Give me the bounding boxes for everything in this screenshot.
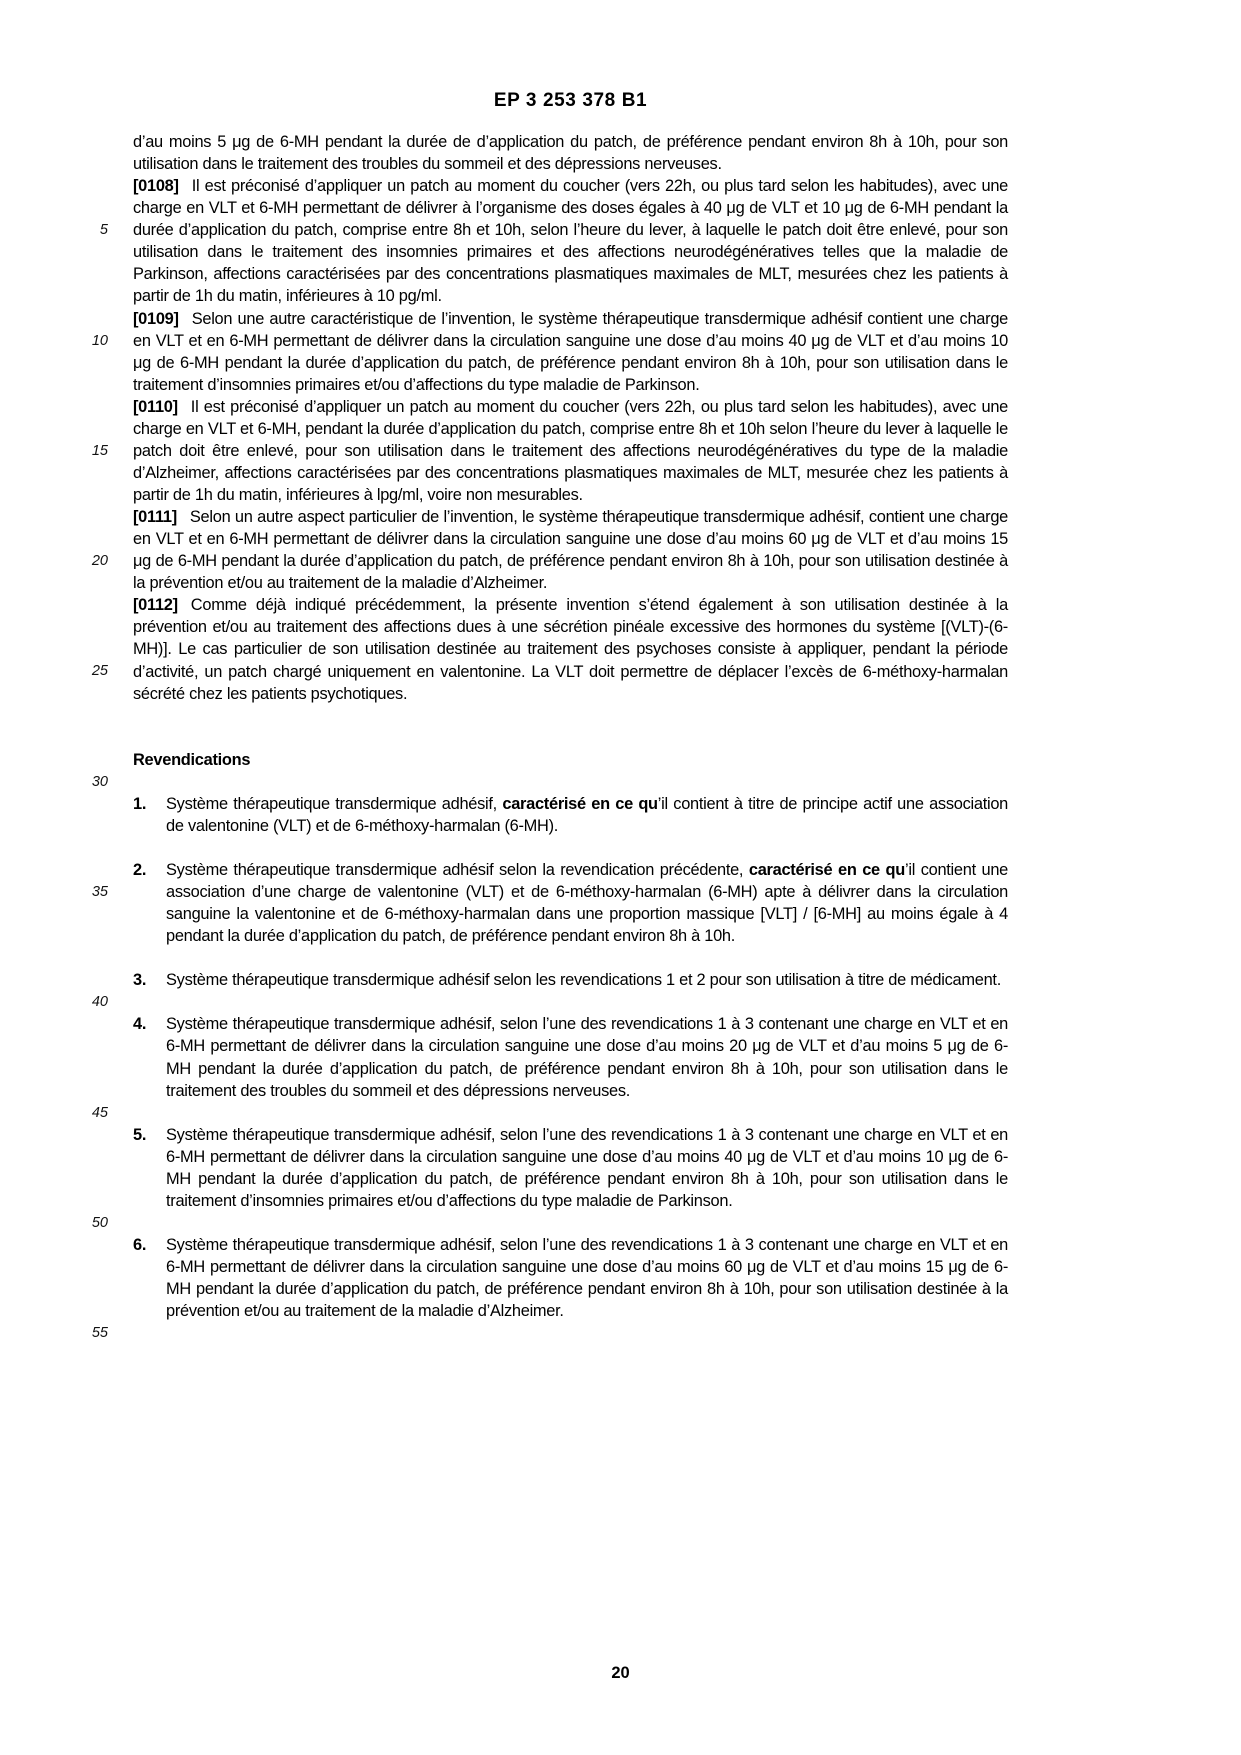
claim-number: 5. [133,1125,147,1144]
paragraph-text: Comme déjà indiqué précédemment, la présente invention s’étend également à son utilisation destinée à la prévention et/ou au traitement des affections dues à une sécrétion pinéale excessive des hormones du système [(VLT)-(6-MH)]. Le cas particulier de son utilisation destinée au traitement des psychoses consiste à appliquer, pendant la période d’activité, un patch chargé uniquement en valentonine. La VLT doit permettre de déplacer l’excès de 6-méthoxy-harmalan sécrété chez les patients psychotiques. [133,596,1008,703]
publication-number-header: EP 3 253 378 B1 [493,90,648,111]
claim-text: Système thérapeutique transdermique adhésif selon la revendication précédente, caractérisé en ce qu’il contient une association d’une charge de valentonine (VLT) et de 6-méthoxy-harmalan (6-MH) apte à délivrer dans la circulation sanguine la valentonine et de 6-méthoxy-harmalan dans une proportion massique [VLT] / [6-MH] au moins égale à 4 pendant la durée d’application du patch, de préférence pendant environ 8h à 10h. [166,861,1008,946]
paragraph-number: [0110] [133,397,178,416]
description-paragraph [133,506,1008,594]
paragraph-number: [0111] [133,508,177,527]
claims-list [133,793,1008,1322]
page-footer [0,1664,1241,1683]
margin-line-number: 25 [91,663,108,680]
document-body [133,131,1008,1344]
margin-line-number: 55 [91,1325,108,1342]
claim-text: Système thérapeutique transdermique adhésif, selon l’une des revendications 1 à 3 contenant une charge en VLT et en 6-MH permettant de délivrer dans la circulation sanguine une dose d’au moins 40 μg de VLT et d’au moins 10 μg de 6-MH pendant la durée d’application du patch, de préférence pendant environ 8h à 10h, pour son utilisation dans le traitement d’insomnies primaires et/ou d’affections du type maladie de Parkinson. [166,1125,1008,1210]
claim-number: 2. [133,861,147,879]
claim-text: Système thérapeutique transdermique adhésif, caractérisé en ce qu’il contient à titre de principe actif une association de valentonine (VLT) et de 6-méthoxy-harmalan (6-MH). [166,794,1009,835]
claim-number: 3. [133,971,147,990]
claim-item [133,969,1008,991]
claim-item [133,1124,1008,1212]
paragraph-text: d’au moins 5 μg de 6-MH pendant la durée de d’application du patch, de préférence pendant environ 8h à 10h, pour son utilisation dans le traitement des troubles du sommeil et des dépressions nerveuses. [133,133,1008,174]
paragraph-number: [0112] [133,596,178,615]
claim-text: Système thérapeutique transdermique adhésif selon les revendications 1 et 2 pour son utilisation à titre de médicament. [166,971,1001,990]
margin-line-number: 35 [91,884,108,900]
description-paragraph [133,131,1008,175]
paragraph-number: [0109] [133,309,179,328]
description-paragraph [133,175,1008,307]
margin-line-number: 50 [91,1214,108,1231]
claims-heading: Revendications [133,750,251,769]
page-number: 20 [611,1664,630,1682]
margin-line-number: 30 [91,773,108,790]
margin-line-number: 20 [91,553,108,570]
description-paragraph [133,594,1008,704]
claim-item [133,1013,1008,1101]
claim-item [133,859,1008,947]
claim-number: 6. [133,1236,147,1254]
description-paragraph [133,308,1008,396]
description-paragraph [133,396,1008,506]
margin-line-number: 45 [91,1104,108,1121]
paragraph-text: Selon une autre caractéristique de l’invention, le système thérapeutique transdermique adhésif contient une charge en VLT et en 6-MH permettant de délivrer dans la circulation sanguine une dose d’au moins 40 μg de VLT et d’au moins 10 μg de 6-MH pendant la durée d’application du patch, de préférence pendant environ 8h à 10h, pour son utilisation dans le traitement d’insomnies primaires et/ou d’affections du type maladie de Parkinson. [133,309,1008,394]
margin-line-number: 10 [91,332,108,349]
claim-number: 4. [133,1015,147,1034]
claim-item [133,1234,1008,1322]
margin-line-number: 40 [91,994,108,1011]
paragraph-text: Il est préconisé d’appliquer un patch au moment du coucher (vers 22h, ou plus tard selon les habitudes), avec une charge en VLT et 6-MH, pendant la durée d’application du patch, comprise entre 8h et 10h selon l’heure du lever à laquelle le patch doit être enlevé, pour son utilisation dans le traitement des affections neurodégénératives du type de la maladie d’Alzheimer, affections caractérisées par des concentrations plasmatiques maximales de MLT, mesurée chez les patients à partir de 1h du matin, inférieures à lpg/ml, voire non mesurables. [133,397,1008,504]
claim-text: Système thérapeutique transdermique adhésif, selon l’une des revendications 1 à 3 contenant une charge en VLT et en 6-MH permettant de délivrer dans la circulation sanguine une dose d’au moins 60 μg de VLT et d’au moins 15 μg de 6-MH pendant la durée d’application du patch, de préférence pendant environ 8h à 10h, pour son utilisation destinée à la prévention et/ou au traitement de la maladie d’Alzheimer. [166,1236,1008,1321]
paragraph-number: [0108] [133,177,179,196]
claim-number: 1. [133,794,147,813]
description-paragraphs [133,131,1008,705]
margin-line-number: 15 [91,442,108,459]
paragraph-text: Il est préconisé d’appliquer un patch au moment du coucher (vers 22h, ou plus tard selon les habitudes), avec une charge en VLT et 6-MH permettant de délivrer à l’organisme des doses égales à 40 μg de VLT et 10 μg de 6-MH pendant la durée d’application du patch, comprise entre 8h et 10h, selon l’heure du lever, à laquelle le patch doit être enlevé, pour son utilisation dans le traitement des insomnies primaires et des affections neurodégénératives telles que la maladie de Parkinson, affections caractérisées par des concentrations plasmatiques maximales de MLT, mesurées chez les patients à partir de 1h du matin, inférieures à 10 pg/ml. [133,177,1008,306]
claim-item [133,793,1008,837]
margin-line-number: 5 [99,222,108,239]
claim-text: Système thérapeutique transdermique adhésif, selon l’une des revendications 1 à 3 contenant une charge en VLT et en 6-MH permettant de délivrer dans la circulation sanguine une dose d’au moins 20 μg de VLT et d’au moins 5 μg de 6-MH pendant la durée d’application du patch, de préférence pendant environ 8h à 10h, pour son utilisation dans le traitement des troubles du sommeil et des dépressions nerveuses. [166,1015,1008,1100]
paragraph-text: Selon un autre aspect particulier de l’invention, le système thérapeutique transdermique adhésif, contient une charge en VLT et en 6-MH permettant de délivrer dans la circulation sanguine une dose d’au moins 60 μg de VLT et d’au moins 15 μg de 6-MH pendant la durée d’application du patch, de préférence pendant environ 8h à 10h, pour son utilisation destinée à la prévention et/ou au traitement de la maladie d’Alzheimer. [133,508,1008,593]
